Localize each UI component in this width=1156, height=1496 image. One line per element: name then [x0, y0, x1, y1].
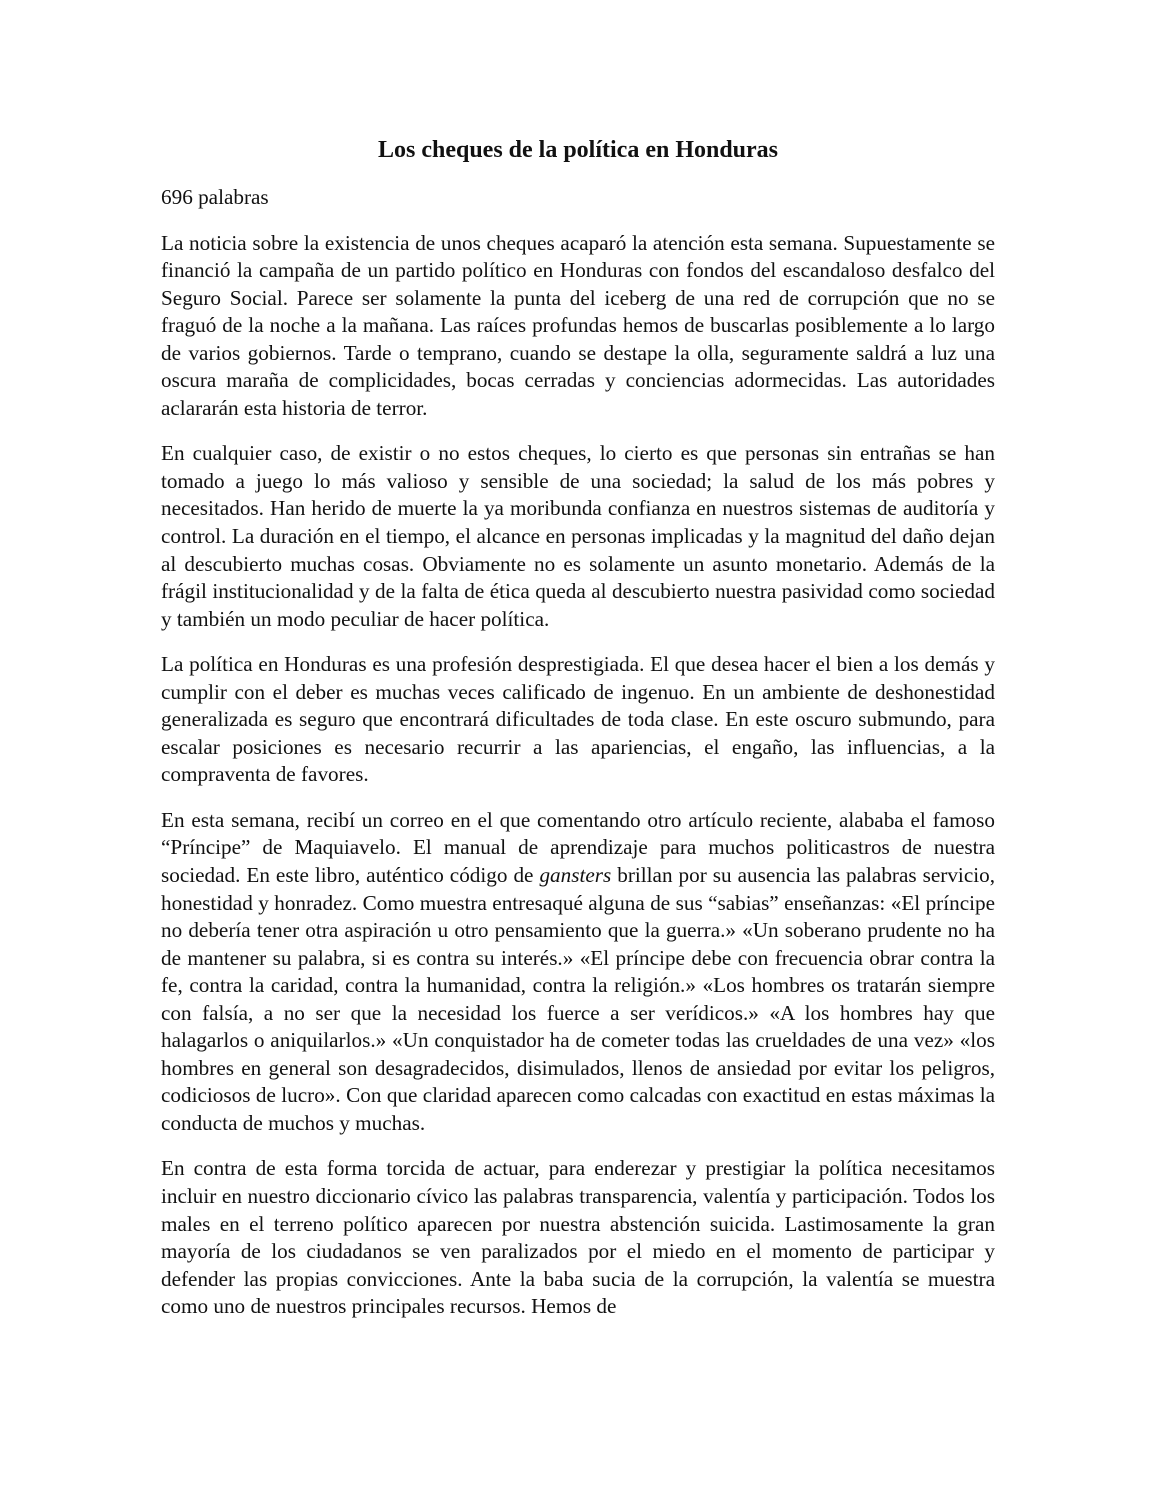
- paragraph-2: En cualquier caso, de existir o no estos cheques, lo cierto es que personas sin entrañas se han tomado a juego lo más valioso y sensible de una sociedad; la salud de los más pobres y necesitados. Han herido de muerte la ya moribunda confianza en nuestros sistemas de auditoría y control. La duración en el tiempo, el alcance en personas implicadas y la magnitud del daño dejan al descubierto muchas cosas. Obviamente no es solamente un asunto monetario. Además de la frágil institucionalidad y de la falta de ética queda al descubierto nuestra pasividad como sociedad y también un modo peculiar de hacer política.: [161, 441, 995, 631]
- word-count: 696 palabras: [161, 185, 269, 209]
- paragraph-5: En contra de esta forma torcida de actuar, para enderezar y prestigiar la política necesitamos incluir en nuestro diccionario cívico las palabras transparencia, valentía y participación. Todos los males en el terreno político aparecen por nuestra abstención suicida. Lastimosamente la gran mayoría de los ciudadanos se ven paralizados por el miedo en el momento de participar y defender las propias convicciones. Ante la baba sucia de la corrupción, la valentía se muestra como uno de nuestros principales recursos. Hemos de: [161, 1156, 995, 1319]
- paragraph-4-before: En esta semana, recibí un correo en el que comentando otro artículo reciente, alababa el famoso “Príncipe” de Maquiavelo. El manual de aprendizaje para muchos politicastros de nuestra sociedad. En este libro, auténtico código de: [161, 807, 995, 887]
- paragraph-4-emphasis: gansters: [539, 862, 612, 887]
- paragraph-4: [161, 807, 995, 1138]
- document-title: Los cheques de la política en Honduras: [377, 137, 779, 163]
- document-body: [161, 132, 995, 1321]
- paragraph-1: La noticia sobre la existencia de unos cheques acaparó la atención esta semana. Supuestamente se financió la campaña de un partido político en Honduras con fondos del escandaloso desfalco del Seguro Social. Parece ser solamente la punta del iceberg de una red de corrupción que no se fraguó de la noche a la mañana. Las raíces profundas hemos de buscarlas posiblemente a lo largo de varios gobiernos. Tarde o temprano, cuando se destape la olla, seguramente saldrá a luz una oscura maraña de complicidades, bocas cerradas y conciencias adormecidas. Las autoridades aclararán esta historia de terror.: [161, 230, 995, 420]
- paragraph-4-after: brillan por su ausencia las palabras servicio, honestidad y honradez. Como muestra entresaqué alguna de sus “sabias” enseñanzas: «El príncipe no debería tener otra aspiración u otro pensamiento que la guerra.» «Un soberano prudente no ha de mantener su palabra, si es contra su interés.» «El príncipe debe con frecuencia obrar contra la fe, contra la caridad, contra la humanidad, contra la religión.» «Los hombres os tratarán siempre con falsía, a no ser que la necesidad los fuerce a ser verídicos.» «A los hombres hay que halagarlos o aniquilarlos.» «Un conquistador ha de cometer todas las crueldades de una vez» «los hombres en general son desagradecidos, disimulados, llenos de ansiedad por evitar los peligros, codiciosos de lucro». Con que claridad aparecen como calcadas con exactitud en estas máximas la conducta de muchos y muchas.: [161, 862, 995, 1135]
- paragraph-3: La política en Honduras es una profesión desprestigiada. El que desea hacer el bien a los demás y cumplir con el deber es muchas veces calificado de ingenuo. En un ambiente de deshonestidad generalizada es seguro que encontrará dificultades de toda clase. En este oscuro submundo, para escalar posiciones es necesario recurrir a las apariencias, el engaño, las influencias, a la compraventa de favores.: [161, 652, 995, 787]
